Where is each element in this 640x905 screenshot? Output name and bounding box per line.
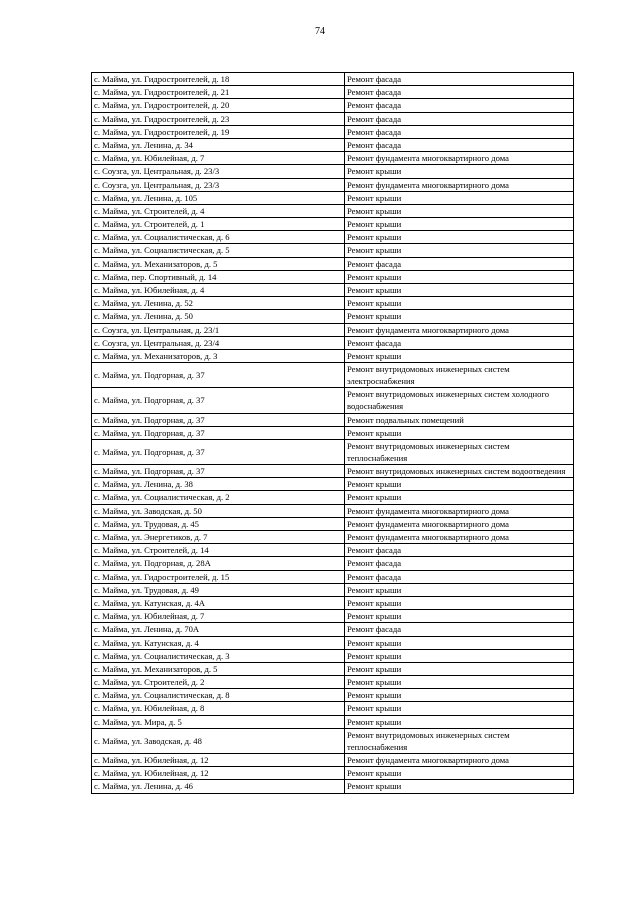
- work-type-cell: Ремонт внутридомовых инженерных систем холодного водоснабжения: [345, 388, 574, 413]
- table-row: [92, 218, 574, 231]
- address-cell: с. Майма, ул. Социалистическая, д. 3: [92, 649, 345, 662]
- address-cell: с. Майма, ул. Подгорная, д. 28А: [92, 557, 345, 570]
- table-row: [92, 439, 574, 464]
- table-row: [92, 244, 574, 257]
- address-cell: с. Майма, ул. Механизаторов, д. 5: [92, 662, 345, 675]
- work-type-cell: Ремонт крыши: [345, 780, 574, 793]
- work-type-cell: Ремонт фасада: [345, 99, 574, 112]
- address-cell: с. Майма, ул. Юбилейная, д. 7: [92, 610, 345, 623]
- address-cell: с. Майма, ул. Гидростроителей, д. 23: [92, 112, 345, 125]
- table-row: [92, 112, 574, 125]
- table-row: [92, 99, 574, 112]
- table-row: [92, 754, 574, 767]
- address-cell: с. Майма, ул. Заводская, д. 48: [92, 728, 345, 753]
- table-row: [92, 636, 574, 649]
- table-row: [92, 270, 574, 283]
- address-cell: с. Майма, ул. Строителей, д. 14: [92, 544, 345, 557]
- table-row: [92, 504, 574, 517]
- work-type-cell: Ремонт крыши: [345, 191, 574, 204]
- address-cell: с. Соузга, ул. Центральная, д. 23/4: [92, 336, 345, 349]
- table-row: [92, 662, 574, 675]
- table-row: [92, 138, 574, 151]
- table-row: [92, 204, 574, 217]
- address-cell: с. Соузга, ул. Центральная, д. 23/1: [92, 323, 345, 336]
- table-row: [92, 649, 574, 662]
- work-type-cell: Ремонт крыши: [345, 231, 574, 244]
- address-cell: с. Майма, ул. Заводская, д. 50: [92, 504, 345, 517]
- work-type-cell: Ремонт крыши: [345, 165, 574, 178]
- table-row: [92, 349, 574, 362]
- work-type-cell: Ремонт подвальных помещений: [345, 413, 574, 426]
- table-row: [92, 596, 574, 609]
- work-type-cell: Ремонт фасада: [345, 112, 574, 125]
- address-cell: с. Майма, ул. Катунская, д. 4: [92, 636, 345, 649]
- address-cell: с. Майма, ул. Строителей, д. 4: [92, 204, 345, 217]
- table-row: [92, 623, 574, 636]
- work-type-cell: Ремонт крыши: [345, 284, 574, 297]
- work-type-cell: Ремонт фундамента многоквартирного дома: [345, 531, 574, 544]
- table-row: [92, 125, 574, 138]
- work-type-cell: Ремонт крыши: [345, 310, 574, 323]
- work-type-cell: Ремонт фасада: [345, 257, 574, 270]
- address-cell: с. Майма, ул. Социалистическая, д. 2: [92, 491, 345, 504]
- work-type-cell: Ремонт фасада: [345, 125, 574, 138]
- address-cell: с. Майма, ул. Гидростроителей, д. 19: [92, 125, 345, 138]
- address-cell: с. Майма, ул. Юбилейная, д. 4: [92, 284, 345, 297]
- work-type-cell: Ремонт крыши: [345, 767, 574, 780]
- work-type-cell: Ремонт фасада: [345, 570, 574, 583]
- work-type-cell: Ремонт фасада: [345, 336, 574, 349]
- work-type-cell: Ремонт крыши: [345, 491, 574, 504]
- work-type-cell: Ремонт фундамента многоквартирного дома: [345, 178, 574, 191]
- table-row: [92, 336, 574, 349]
- address-cell: с. Майма, ул. Гидростроителей, д. 20: [92, 99, 345, 112]
- address-cell: с. Майма, ул. Подгорная, д. 37: [92, 439, 345, 464]
- address-cell: с. Майма, ул. Юбилейная, д. 12: [92, 754, 345, 767]
- table-row: [92, 388, 574, 413]
- table-row: [92, 610, 574, 623]
- work-type-cell: Ремонт крыши: [345, 297, 574, 310]
- work-type-cell: Ремонт фундамента многоквартирного дома: [345, 504, 574, 517]
- address-cell: с. Майма, ул. Социалистическая, д. 8: [92, 689, 345, 702]
- address-cell: с. Майма, ул. Гидростроителей, д. 18: [92, 73, 345, 86]
- table-row: [92, 544, 574, 557]
- address-cell: с. Майма, ул. Гидростроителей, д. 15: [92, 570, 345, 583]
- work-type-cell: Ремонт крыши: [345, 204, 574, 217]
- address-cell: с. Майма, пер. Спортивный, д. 14: [92, 270, 345, 283]
- work-type-cell: Ремонт крыши: [345, 636, 574, 649]
- address-cell: с. Майма, ул. Строителей, д. 2: [92, 676, 345, 689]
- works-table-body: [92, 73, 574, 794]
- address-cell: с. Соузга, ул. Центральная, д. 23/3: [92, 178, 345, 191]
- table-row: [92, 767, 574, 780]
- table-row: [92, 178, 574, 191]
- work-type-cell: Ремонт крыши: [345, 244, 574, 257]
- address-cell: с. Майма, ул. Ленина, д. 34: [92, 138, 345, 151]
- table-row: [92, 557, 574, 570]
- table-row: [92, 257, 574, 270]
- address-cell: с. Майма, ул. Катунская, д. 4А: [92, 596, 345, 609]
- address-cell: с. Майма, ул. Социалистическая, д. 5: [92, 244, 345, 257]
- address-cell: с. Майма, ул. Мира, д. 5: [92, 715, 345, 728]
- table-row: [92, 676, 574, 689]
- address-cell: с. Майма, ул. Социалистическая, д. 6: [92, 231, 345, 244]
- table-row: [92, 531, 574, 544]
- work-type-cell: Ремонт фундамента многоквартирного дома: [345, 152, 574, 165]
- address-cell: с. Майма, ул. Подгорная, д. 37: [92, 413, 345, 426]
- table-row: [92, 689, 574, 702]
- address-cell: с. Майма, ул. Ленина, д. 46: [92, 780, 345, 793]
- table-row: [92, 702, 574, 715]
- address-cell: с. Майма, ул. Подгорная, д. 37: [92, 388, 345, 413]
- address-cell: с. Майма, ул. Механизаторов, д. 3: [92, 349, 345, 362]
- table-row: [92, 583, 574, 596]
- address-cell: с. Майма, ул. Ленина, д. 50: [92, 310, 345, 323]
- work-type-cell: Ремонт фундамента многоквартирного дома: [345, 323, 574, 336]
- table-row: [92, 73, 574, 86]
- address-cell: с. Майма, ул. Ленина, д. 38: [92, 478, 345, 491]
- work-type-cell: Ремонт крыши: [345, 478, 574, 491]
- table-row: [92, 491, 574, 504]
- address-cell: с. Майма, ул. Ленина, д. 52: [92, 297, 345, 310]
- work-type-cell: Ремонт крыши: [345, 649, 574, 662]
- table-row: [92, 570, 574, 583]
- table-row: [92, 297, 574, 310]
- address-cell: с. Майма, ул. Юбилейная, д. 7: [92, 152, 345, 165]
- work-type-cell: Ремонт фасада: [345, 544, 574, 557]
- address-cell: с. Майма, ул. Подгорная, д. 37: [92, 363, 345, 388]
- table-row: [92, 780, 574, 793]
- table-row: [92, 231, 574, 244]
- address-cell: с. Майма, ул. Строителей, д. 1: [92, 218, 345, 231]
- address-cell: с. Майма, ул. Ленина, д. 105: [92, 191, 345, 204]
- address-cell: с. Майма, ул. Энергетиков, д. 7: [92, 531, 345, 544]
- work-type-cell: Ремонт крыши: [345, 676, 574, 689]
- table-row: [92, 465, 574, 478]
- address-cell: с. Майма, ул. Гидростроителей, д. 21: [92, 86, 345, 99]
- table-row: [92, 310, 574, 323]
- work-type-cell: Ремонт внутридомовых инженерных систем водоотведения: [345, 465, 574, 478]
- work-type-cell: Ремонт внутридомовых инженерных систем теплоснабжения: [345, 439, 574, 464]
- work-type-cell: Ремонт внутридомовых инженерных систем теплоснабжения: [345, 728, 574, 753]
- work-type-cell: Ремонт фасада: [345, 557, 574, 570]
- works-table: [91, 72, 574, 794]
- address-cell: с. Майма, ул. Подгорная, д. 37: [92, 465, 345, 478]
- work-type-cell: Ремонт фасада: [345, 73, 574, 86]
- work-type-cell: Ремонт фундамента многоквартирного дома: [345, 754, 574, 767]
- address-cell: с. Майма, ул. Юбилейная, д. 8: [92, 702, 345, 715]
- work-type-cell: Ремонт крыши: [345, 702, 574, 715]
- work-type-cell: Ремонт крыши: [345, 715, 574, 728]
- work-type-cell: Ремонт крыши: [345, 610, 574, 623]
- work-type-cell: Ремонт фасада: [345, 623, 574, 636]
- work-type-cell: Ремонт крыши: [345, 426, 574, 439]
- table-row: [92, 517, 574, 530]
- address-cell: с. Майма, ул. Подгорная, д. 37: [92, 426, 345, 439]
- work-type-cell: Ремонт крыши: [345, 662, 574, 675]
- work-type-cell: Ремонт крыши: [345, 689, 574, 702]
- table-row: [92, 728, 574, 753]
- address-cell: с. Майма, ул. Ленина, д. 70А: [92, 623, 345, 636]
- table-row: [92, 323, 574, 336]
- address-cell: с. Соузга, ул. Центральная, д. 23/3: [92, 165, 345, 178]
- table-row: [92, 191, 574, 204]
- work-type-cell: Ремонт фундамента многоквартирного дома: [345, 517, 574, 530]
- work-type-cell: Ремонт крыши: [345, 596, 574, 609]
- table-row: [92, 715, 574, 728]
- address-cell: с. Майма, ул. Трудовая, д. 49: [92, 583, 345, 596]
- table-row: [92, 363, 574, 388]
- table-row: [92, 152, 574, 165]
- page-number: 74: [315, 26, 325, 37]
- work-type-cell: Ремонт фасада: [345, 138, 574, 151]
- address-cell: с. Майма, ул. Трудовая, д. 45: [92, 517, 345, 530]
- table-row: [92, 426, 574, 439]
- work-type-cell: Ремонт фасада: [345, 86, 574, 99]
- address-cell: с. Майма, ул. Механизаторов, д. 5: [92, 257, 345, 270]
- table-row: [92, 413, 574, 426]
- work-type-cell: Ремонт крыши: [345, 349, 574, 362]
- table-row: [92, 165, 574, 178]
- work-type-cell: Ремонт крыши: [345, 583, 574, 596]
- work-type-cell: Ремонт внутридомовых инженерных систем электроснабжения: [345, 363, 574, 388]
- work-type-cell: Ремонт крыши: [345, 270, 574, 283]
- address-cell: с. Майма, ул. Юбилейная, д. 12: [92, 767, 345, 780]
- table-row: [92, 284, 574, 297]
- work-type-cell: Ремонт крыши: [345, 218, 574, 231]
- table-row: [92, 478, 574, 491]
- table-row: [92, 86, 574, 99]
